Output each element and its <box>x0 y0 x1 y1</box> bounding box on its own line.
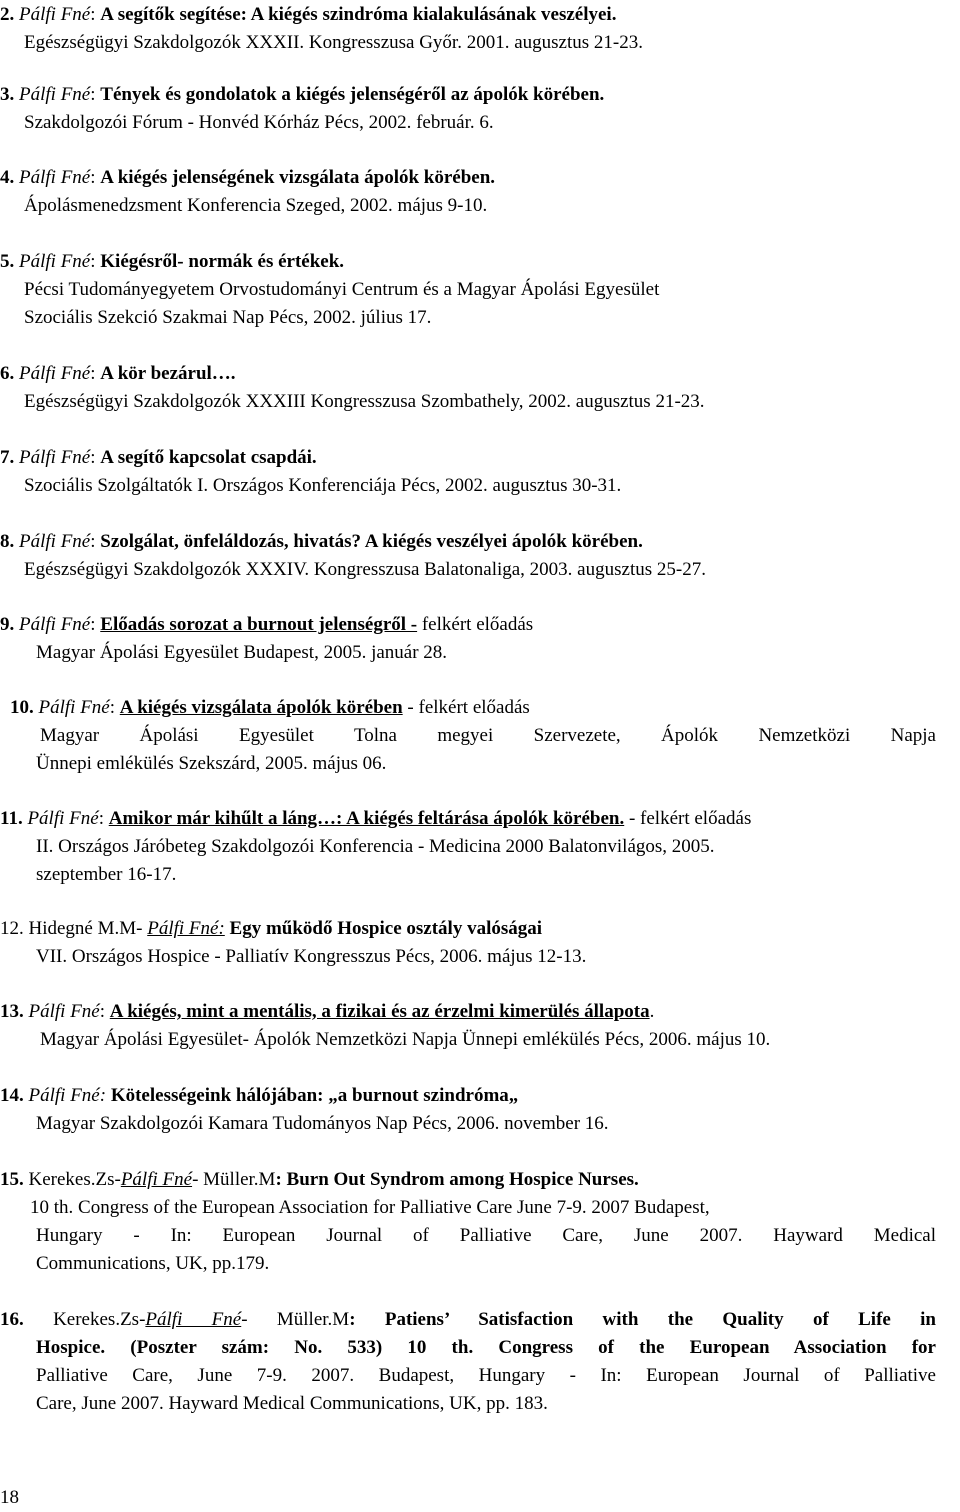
entry-number: 2. <box>0 4 15 25</box>
entry-number: 5. <box>0 251 15 272</box>
entry-heading: 9. Pálfi Fné: Előadás sorozat a burnout jelenségről - felkért előadás <box>0 614 534 635</box>
entry-venue-line: Ünnepi emlékülés Szekszárd, 2005. május 06. <box>36 753 387 774</box>
entry-venue-line: Care, June 2007. Hayward Medical Communications, UK, pp. 183. <box>36 1393 548 1414</box>
entry-title: A kör bezárul…. <box>100 363 236 384</box>
publication-entry-8 <box>0 528 940 584</box>
entry-venue-line: Magyar Ápolási Egyesület Budapest, 2005. január 28. <box>36 642 448 663</box>
entry-heading <box>0 1082 940 1110</box>
entry-coauthor-2: - Müller.M <box>241 1309 350 1330</box>
entry-venue-line: Szakdolgozói Fórum - Honvéd Kórház Pécs, 2002. február. 6. <box>24 112 494 133</box>
publication-entry-4 <box>0 164 940 220</box>
entry-author: Pálfi Fné <box>27 808 99 829</box>
entry-title: A kiégés, mint a mentális, a fizikai és az érzelmi kimerülés állapota <box>109 1001 650 1022</box>
entry-title: A segítők segítése: A kiégés szindróma kialakulásának veszélyei. <box>100 4 617 25</box>
entry-number: 15. <box>0 1169 24 1190</box>
publication-entry-3 <box>0 81 940 137</box>
entry-author: Pálfi Fné <box>38 697 110 718</box>
entry-venue-line: Egészségügyi Szakdolgozók XXXII. Kongresszusa Győr. 2001. augusztus 21-23. <box>24 32 643 53</box>
entry-venue-line: 10 th. Congress of the European Association for Palliative Care June 7-9. 2007 Budapest, <box>30 1197 710 1218</box>
entry-heading: 7. Pálfi Fné: A segítő kapcsolat csapdái. <box>0 447 317 468</box>
entry-number: 9. <box>0 614 15 635</box>
entry-heading <box>0 915 940 943</box>
entry-number: 8. <box>0 531 15 552</box>
entry-venue-line: Communications, UK, pp.179. <box>36 1253 270 1274</box>
publication-entry-16 <box>0 1306 940 1418</box>
entry-number: 6. <box>0 363 15 384</box>
entry-venue-line: szeptember 16-17. <box>36 864 177 885</box>
entry-number: 7. <box>0 447 15 468</box>
publication-entry-13 <box>0 998 940 1054</box>
entry-venue-line <box>0 1334 936 1362</box>
entry-author: Pálfi Fné: <box>147 918 225 939</box>
entry-coauthor: Kerekes.Zs- <box>28 1169 121 1190</box>
entry-author: Pálfi Fné: <box>28 1085 107 1106</box>
entry-title: A kiégés vizsgálata ápolók körében <box>119 697 403 718</box>
publication-entry-15 <box>0 1166 940 1278</box>
entry-author: Pálfi Fné <box>28 1001 100 1022</box>
entry-heading: 4. Pálfi Fné: A kiégés jelenségének vizsgálata ápolók körében. <box>0 167 496 188</box>
entry-number: 11. <box>0 808 23 829</box>
publication-entry-7 <box>0 444 940 500</box>
entry-heading: 11. Pálfi Fné: Amikor már kihűlt a láng…: A kiégés feltárása ápolók körében. - felkért előadás <box>0 808 752 829</box>
entry-coauthor-2: - Müller.M <box>192 1169 276 1190</box>
entry-number: 12. <box>0 918 24 939</box>
publication-entry-2 <box>0 1 940 57</box>
entry-number: 10. <box>10 697 34 718</box>
entry-venue-line: Szociális Szolgáltatók I. Országos Konferenciája Pécs, 2002. augusztus 30-31. <box>24 475 622 496</box>
entry-title: Kiégésről- normák és értékek. <box>100 251 345 272</box>
entry-note: felkért előadás <box>417 614 534 635</box>
entry-title: A segítő kapcsolat csapdái. <box>100 447 317 468</box>
entry-author: Pálfi Fné <box>19 447 91 468</box>
entry-author: Pálfi Fné <box>19 614 91 635</box>
entry-venue-line: Egészségügyi Szakdolgozók XXXIII Kongresszusa Szombathely, 2002. augusztus 21-23. <box>24 391 705 412</box>
entry-number: 13. <box>0 1001 24 1022</box>
entry-title: Tények és gondolatok a kiégés jelenségéről az ápolók körében. <box>100 84 605 105</box>
entry-title-continued: Hospice. (Poszter szám: No. 533) 10 th. Congress of the European Association for <box>36 1337 936 1358</box>
entry-venue-line: Palliative Care, June 7-9. 2007. Budapest, Hungary - In: European Journal of Palliative <box>36 1365 936 1386</box>
entry-author: Pálfi Fné <box>19 4 91 25</box>
entry-author: Pálfi Fné <box>120 1169 193 1190</box>
entry-author: Pálfi Fné <box>19 167 91 188</box>
entry-author: Pálfi Fné <box>19 363 91 384</box>
publication-entry-14 <box>0 1082 940 1138</box>
entry-author: Pálfi Fné <box>145 1309 242 1330</box>
entry-author: Pálfi Fné <box>19 251 91 272</box>
entry-title: Szolgálat, önfeláldozás, hivatás? A kiégés veszélyei ápolók körében. <box>100 531 643 552</box>
publication-entry-10 <box>0 694 940 778</box>
entry-venue-line: Egészségügyi Szakdolgozók XXXIV. Kongresszusa Balatonaliga, 2003. augusztus 25-27. <box>24 559 706 580</box>
page-number: 18 <box>0 1487 19 1508</box>
entry-venue-line: II. Országos Járóbeteg Szakdolgozói Konferencia - Medicina 2000 Balatonvilágos, 2005. <box>36 836 715 857</box>
entry-heading: 2. Pálfi Fné: A segítők segítése: A kiégés szindróma kialakulásának veszélyei. <box>0 4 617 25</box>
entry-venue-line: Ápolásmenedzsment Konferencia Szeged, 2002. május 9-10. <box>24 195 488 216</box>
publication-entry-5 <box>0 248 940 332</box>
entry-venue-line: Pécsi Tudományegyetem Orvostudományi Centrum és a Magyar Ápolási Egyesület <box>24 279 660 300</box>
entry-title: A kiégés jelenségének vizsgálata ápolók körében. <box>100 167 496 188</box>
entry-title: : Patiens’ Satisfaction with the Quality of Life in <box>349 1309 936 1330</box>
entry-venue-line: Szociális Szekció Szakmai Nap Pécs, 2002. július 17. <box>24 307 432 328</box>
entry-note: - felkért előadás <box>624 808 752 829</box>
entry-heading: 13. Pálfi Fné: A kiégés, mint a mentális, a fizikai és az érzelmi kimerülés állapota. <box>0 1001 655 1022</box>
entry-title: Egy működő Hospice osztály valóságai <box>229 918 543 939</box>
entry-title: Amikor már kihűlt a láng…: A kiégés feltárása ápolók körében. <box>108 808 625 829</box>
entry-coauthor: Hidegné M.M- <box>28 918 143 939</box>
entry-heading: 10. Pálfi Fné: A kiégés vizsgálata ápolók körében - felkért előadás <box>10 697 530 718</box>
entry-number: 14. <box>0 1085 24 1106</box>
entry-number: 4. <box>0 167 15 188</box>
entry-author: Pálfi Fné <box>19 531 91 552</box>
publication-entry-11 <box>0 805 940 889</box>
entry-number: 16. <box>0 1309 24 1330</box>
entry-title: Előadás sorozat a burnout jelenségről - <box>100 614 418 635</box>
entry-heading: 8. Pálfi Fné: Szolgálat, önfeláldozás, hivatás? A kiégés veszélyei ápolók körében. <box>0 531 643 552</box>
entry-heading: 3. Pálfi Fné: Tények és gondolatok a kiégés jelenségéről az ápolók körében. <box>0 84 605 105</box>
publication-entry-9 <box>0 611 940 667</box>
entry-venue-line: Magyar Ápolási Egyesület- Ápolók Nemzetközi Napja Ünnepi emlékülés Pécs, 2006. május 10. <box>40 1029 771 1050</box>
entry-author: Pálfi Fné <box>19 84 91 105</box>
entry-venue-line: VII. Országos Hospice - Palliatív Kongresszus Pécs, 2006. május 12-13. <box>36 946 587 967</box>
entry-venue-line: Magyar Szakdolgozói Kamara Tudományos Nap Pécs, 2006. november 16. <box>36 1113 609 1134</box>
entry-heading <box>0 1306 936 1334</box>
entry-title: Kötelességeink hálójában: „a burnout szindróma„ <box>110 1085 519 1106</box>
entry-heading <box>0 1166 940 1194</box>
entry-heading: 5. Pálfi Fné: Kiégésről- normák és értékek. <box>0 251 345 272</box>
entry-venue-line: Hungary - In: European Journal of Palliative Care, June 2007. Hayward Medical <box>36 1225 936 1246</box>
entry-coauthor: Kerekes.Zs- <box>53 1309 146 1330</box>
publication-entry-6 <box>0 360 940 416</box>
entry-number: 3. <box>0 84 15 105</box>
entry-venue-line: Magyar Ápolási Egyesület Tolna megyei Szervezete, Ápolók Nemzetközi Napja <box>40 725 936 746</box>
entry-note: - felkért előadás <box>402 697 530 718</box>
entry-title: : Burn Out Syndrom among Hospice Nurses. <box>275 1169 639 1190</box>
entry-heading: 6. Pálfi Fné: A kör bezárul…. <box>0 363 236 384</box>
publication-entry-12 <box>0 915 940 971</box>
